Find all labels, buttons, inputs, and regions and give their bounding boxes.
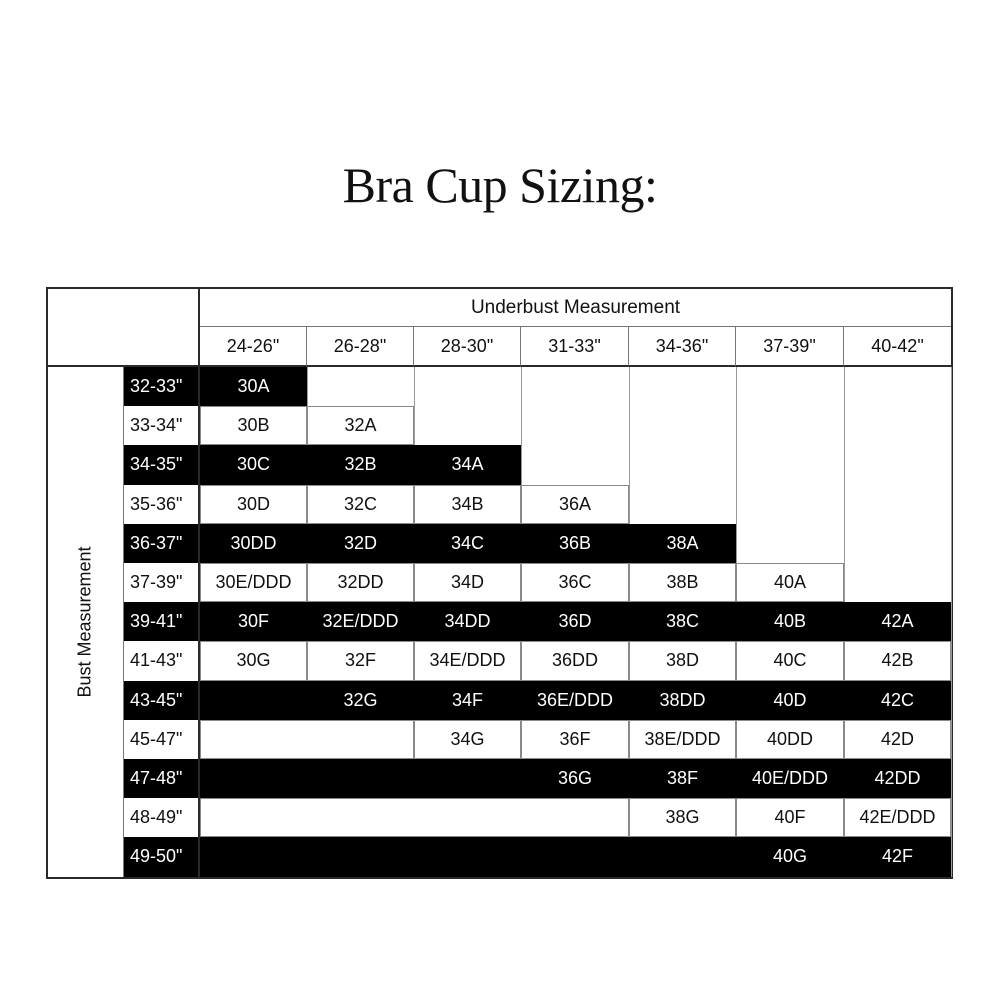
- size-cell: 30D: [200, 485, 307, 524]
- size-cell: 40G: [736, 837, 844, 876]
- bust-row-label: 43-45": [123, 681, 200, 720]
- size-cell: 38C: [629, 602, 736, 641]
- size-cell: 32E/DDD: [307, 602, 414, 641]
- column-header: 26-28": [307, 327, 414, 367]
- size-cell: 38B: [629, 563, 736, 602]
- size-cell: 40E/DDD: [736, 759, 844, 798]
- size-cell: 42B: [844, 641, 951, 680]
- column-header: 24-26": [200, 327, 307, 367]
- bust-row-label: 41-43": [123, 641, 200, 680]
- size-cell: 34D: [414, 563, 521, 602]
- bust-row-label: 47-48": [123, 759, 200, 798]
- empty-range: [200, 759, 521, 798]
- size-cell: 30F: [200, 602, 307, 641]
- size-cell: 34F: [414, 681, 521, 720]
- size-cell: 36DD: [521, 641, 629, 680]
- bust-row-label: 32-33": [123, 367, 200, 406]
- table-corner: [48, 289, 200, 367]
- size-cell: 30A: [200, 367, 307, 406]
- size-cell: 38G: [629, 798, 736, 837]
- size-cell: 34DD: [414, 602, 521, 641]
- size-cell: 32A: [307, 406, 414, 445]
- size-cell: 36F: [521, 720, 629, 759]
- column-header: 28-30": [414, 327, 521, 367]
- size-cell: 38D: [629, 641, 736, 680]
- size-cell: 40C: [736, 641, 844, 680]
- size-cell: 42A: [844, 602, 951, 641]
- size-cell: 40B: [736, 602, 844, 641]
- empty-range: [200, 681, 307, 720]
- size-cell: 42C: [844, 681, 951, 720]
- size-cell: 34A: [414, 445, 521, 484]
- size-cell: 42F: [844, 837, 951, 876]
- size-cell: 36A: [521, 485, 629, 524]
- bust-row-label: 39-41": [123, 602, 200, 641]
- column-header: 37-39": [736, 327, 844, 367]
- empty-range: [200, 837, 736, 876]
- size-cell: 30DD: [200, 524, 307, 563]
- size-cell: 32C: [307, 485, 414, 524]
- size-cell: 32B: [307, 445, 414, 484]
- size-cell: 32DD: [307, 563, 414, 602]
- bust-row-label: 33-34": [123, 406, 200, 445]
- column-header: 40-42": [844, 327, 951, 367]
- size-cell: 42D: [844, 720, 951, 759]
- size-cell: 40A: [736, 563, 844, 602]
- bust-row-label: 48-49": [123, 798, 200, 837]
- bust-row-label: 36-37": [123, 524, 200, 563]
- size-cell: 38E/DDD: [629, 720, 736, 759]
- size-cell: 32G: [307, 681, 414, 720]
- size-cell: 36B: [521, 524, 629, 563]
- size-cell: 34B: [414, 485, 521, 524]
- size-cell: 36G: [521, 759, 629, 798]
- bust-row-label: 34-35": [123, 445, 200, 484]
- size-cell: 36D: [521, 602, 629, 641]
- size-cell: 34G: [414, 720, 521, 759]
- size-cell: 30G: [200, 641, 307, 680]
- empty-range: [200, 720, 414, 759]
- bust-header-label: Bust Measurement: [74, 546, 95, 698]
- size-cell: 38A: [629, 524, 736, 563]
- size-cell: 36C: [521, 563, 629, 602]
- size-cell: 30B: [200, 406, 307, 445]
- bust-row-label: 35-36": [123, 485, 200, 524]
- size-cell: 32F: [307, 641, 414, 680]
- size-cell: 38F: [629, 759, 736, 798]
- column-header: 31-33": [521, 327, 629, 367]
- size-cell: 40F: [736, 798, 844, 837]
- size-cell: 30E/DDD: [200, 563, 307, 602]
- size-cell: 30C: [200, 445, 307, 484]
- empty-range: [200, 798, 629, 837]
- page-title: Bra Cup Sizing:: [342, 157, 658, 213]
- size-cell: 40DD: [736, 720, 844, 759]
- grid-line: [951, 367, 952, 877]
- size-chart-table: [46, 287, 953, 879]
- size-cell: 38DD: [629, 681, 736, 720]
- size-cell: 32D: [307, 524, 414, 563]
- size-cell: 42E/DDD: [844, 798, 951, 837]
- bust-row-label: 49-50": [123, 837, 200, 876]
- size-cell: 34E/DDD: [414, 641, 521, 680]
- bust-row-label: 45-47": [123, 720, 200, 759]
- underbust-header: Underbust Measurement: [200, 289, 951, 327]
- bust-row-label: 37-39": [123, 563, 200, 602]
- size-cell: 42DD: [844, 759, 951, 798]
- size-cell: 36E/DDD: [521, 681, 629, 720]
- size-cell: 34C: [414, 524, 521, 563]
- column-header: 34-36": [629, 327, 736, 367]
- bust-header: [48, 367, 123, 877]
- size-cell: 40D: [736, 681, 844, 720]
